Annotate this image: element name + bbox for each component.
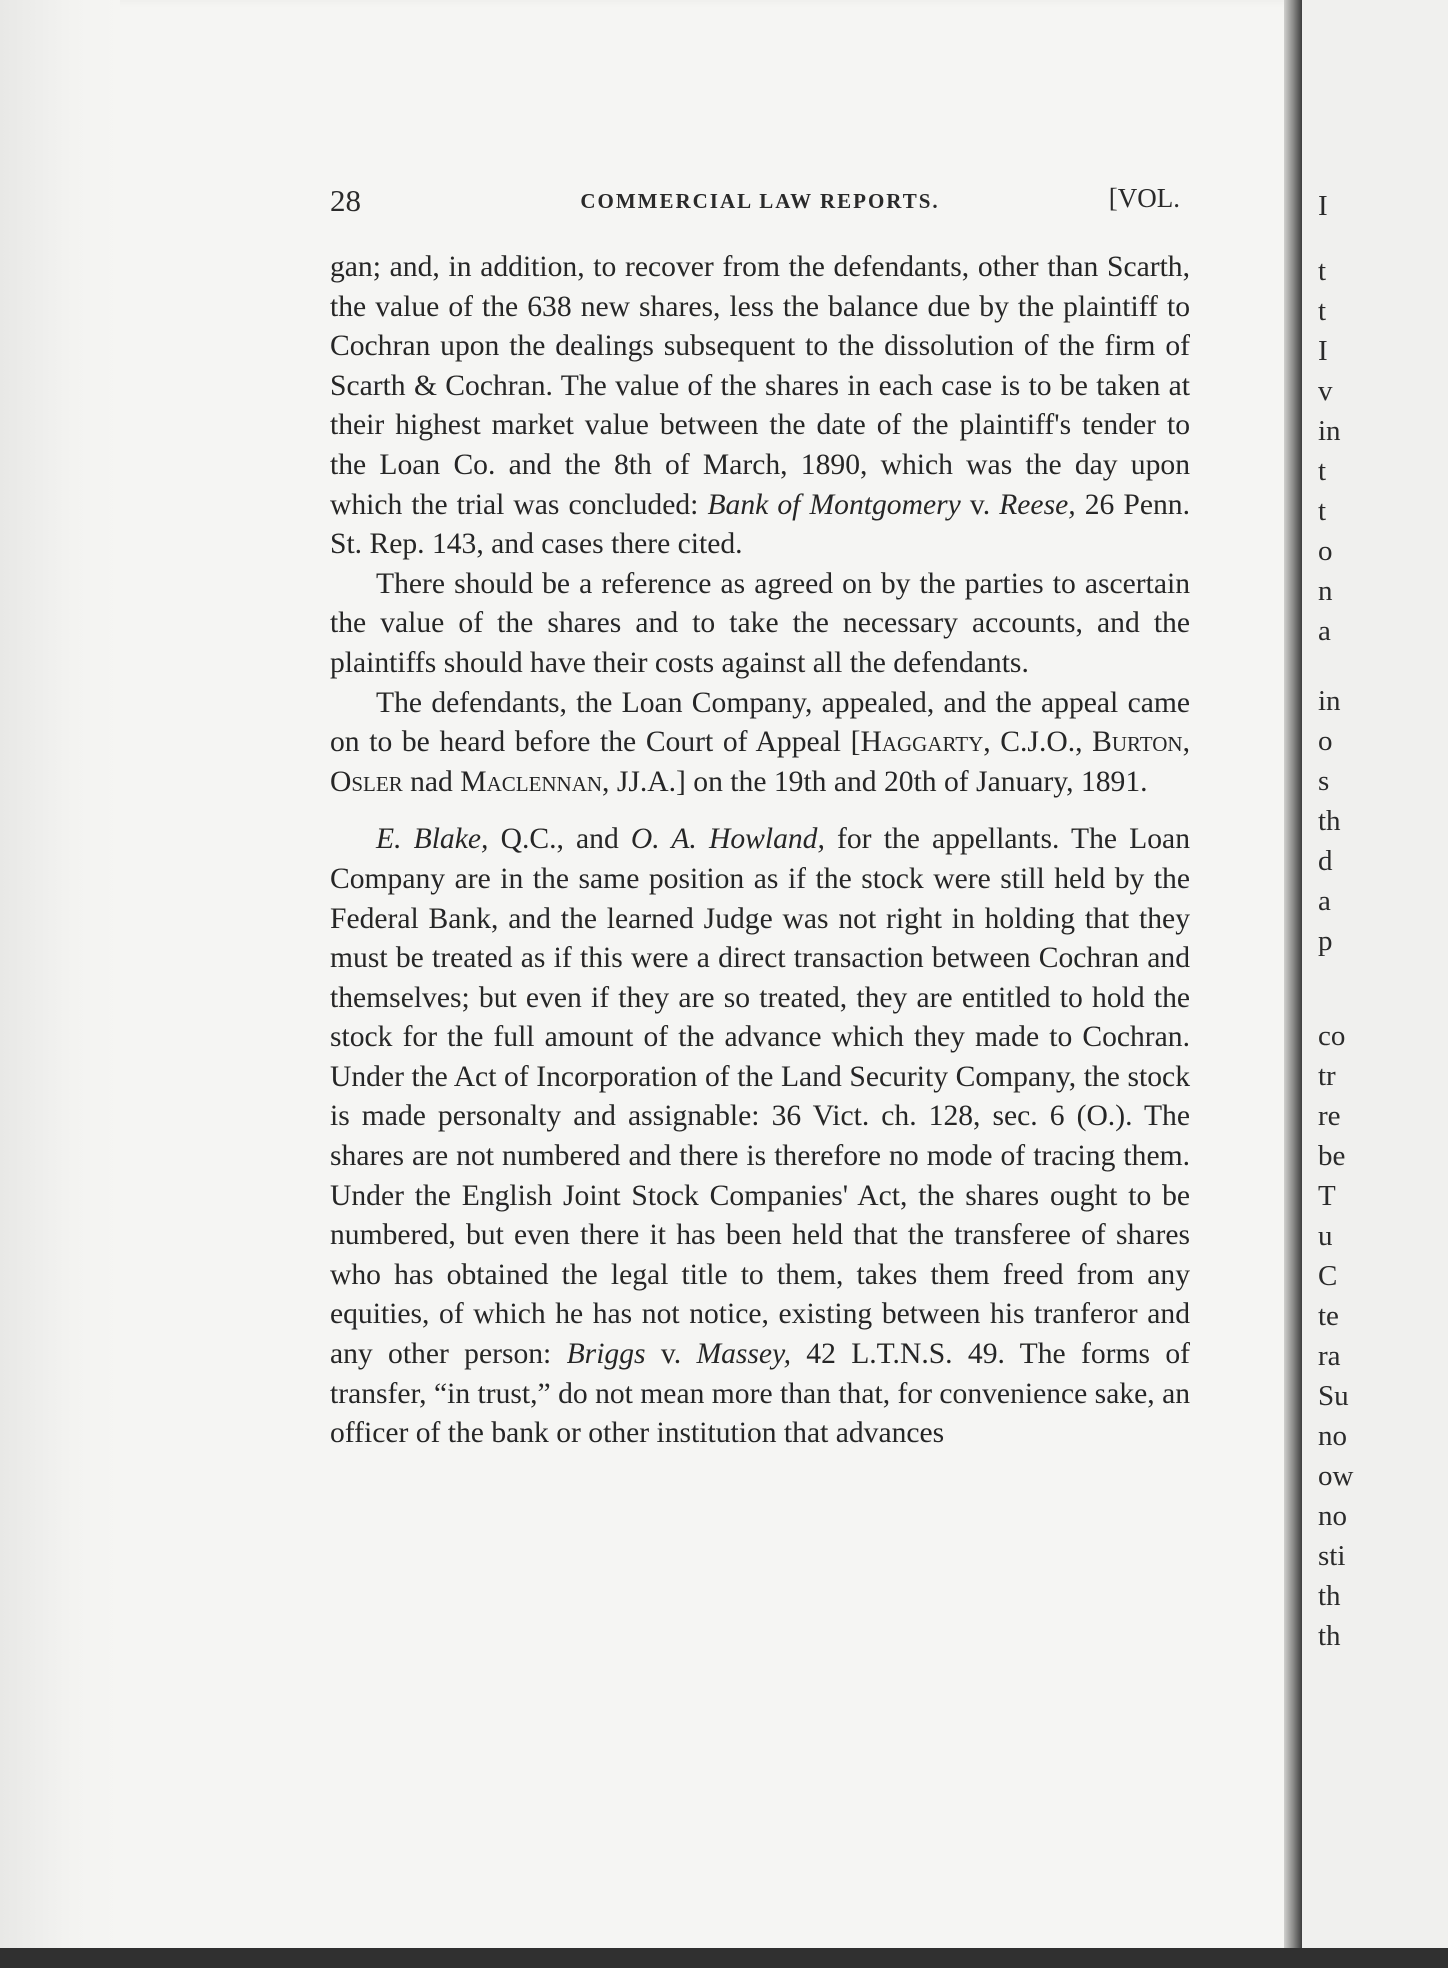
facing-page-line-start: n [1318,575,1333,607]
facing-page-line-start: u [1318,1220,1333,1252]
case-name: Briggs [566,1338,646,1371]
facing-page-line-start: t [1318,455,1327,487]
facing-page-line-start: re [1318,1100,1341,1132]
facing-page-line-start: t [1318,255,1327,287]
facing-page-line-start: th [1318,1580,1341,1612]
case-party: Reese, [999,488,1076,521]
facing-page-line-start: d [1318,845,1333,877]
judge-name: Burton, [1092,726,1190,759]
facing-page-line-start: v [1318,375,1333,407]
facing-page-line-start: no [1318,1420,1347,1452]
facing-page-line-start: s [1318,765,1330,797]
facing-page-line-start: no [1318,1500,1347,1532]
facing-page-line-start: o [1318,725,1333,757]
page-body [330,248,1190,1454]
facing-page-line-start: a [1318,615,1331,647]
facing-page-line-start: th [1318,805,1341,837]
paragraph-4: E. Blake, Q.C., and O. A. Howland, for the appellants. The Loan Company are in the same position as if the stock were still held by the Federal Bank, and the learned Judge was not right in holding that they must be treated as if this were a direct transaction between Cochran and themselves; but even if they are so treated, they are entitled to hold the stock for the full amount of the advance which they made to Cochran. Under the Act of Incorporation of the Land Security Company, the stock is made personalty and assignable: 36 Vict. ch. 128, sec. 6 (O.). The shares are not numbered and there is therefore no mode of tracing them. Under the English Joint Stock Companies' Act, the shares ought to be numbered, but even there it has been held that the transferee of shares who has obtained the legal title to them, takes them freed from any equities, of which he has not notice, existing between his tranferor and any other person: Briggs v. Massey, 42 L.T.N.S. 49. The forms of transfer, “in trust,” do not mean more than that, for convenience sake, an officer of the bank or other institution that advances [330,823,1190,1450]
judge-name: Haggarty, [860,726,991,759]
volume-marker: [VOL. [1108,183,1180,213]
facing-page-line-start: in [1318,685,1341,717]
facing-page-line-start: be [1318,1140,1346,1172]
facing-page-line-start: p [1318,925,1333,957]
facing-page-line-start: te [1318,1300,1339,1332]
facing-page-line-start: Su [1318,1380,1349,1412]
facing-page-line-start: ra [1318,1340,1341,1372]
case-name: Bank of Montgomery [707,488,961,521]
page-edge-shading [0,0,120,1968]
facing-page-line-start: I [1318,190,1328,222]
counsel-name: E. Blake, [376,823,489,856]
facing-page-line-start: tr [1318,1060,1336,1092]
paragraph-1: gan; and, in addition, to recover from the defendants, other than Scarth, the value of the 638 new shares, less the balance due by the plaintiff to Cochran upon the dealings subsequent to the dissolution of the firm of Scarth & Cochran. The value of the shares in each case is to be taken at their highest market value between the date of the plaintiff's tender to the Loan Co. and the 8th of March, 1890, which was the day upon which the trial was concluded: Bank of Montgomery v. Reese, 26 Penn. St. Rep. 143, and cases there cited. [330,251,1191,561]
judge-name: Osler [330,765,403,798]
counsel-name: O. A. Howland, [630,823,825,856]
facing-page-line-start: co [1318,1020,1346,1052]
section-gap [330,802,1190,820]
running-title: COMMERCIAL LAW REPORTS. [580,189,940,213]
facing-page-line-start: sti [1318,1540,1346,1572]
facing-page-line-start: o [1318,535,1333,567]
book-gutter [1284,0,1302,1968]
case-party: Massey, [696,1338,791,1371]
facing-page-line-start: C [1318,1260,1338,1292]
paragraph-2: There should be a reference as agreed on by the parties to ascertain the value of the shares and to take the necessary accounts, and the plaintiffs should have their costs against all the defendants. [330,567,1190,679]
facing-page-fragment [1302,0,1448,1968]
facing-page-line-start: t [1318,295,1327,327]
facing-page-line-start: t [1318,495,1327,527]
scan-bottom-edge [0,1948,1448,1968]
facing-page-line-start: th [1318,1620,1341,1652]
paragraph-3: The defendants, the Loan Company, appealed, and the appeal came on to be heard before the Court of Appeal [Haggarty, C.J.O., Burton, Osler nad Maclennan, JJ.A.] on the 19th and 20th of January, 1891. [330,686,1190,798]
page-number: 28 [330,183,361,218]
facing-page-line-start: T [1318,1180,1336,1212]
facing-page-line-start: in [1318,415,1341,447]
facing-page-line-start: ow [1318,1460,1354,1492]
facing-page-line-start: a [1318,885,1331,917]
judge-name: Maclennan, [460,765,610,798]
running-header [330,183,1190,223]
facing-page-line-start: I [1318,335,1328,367]
